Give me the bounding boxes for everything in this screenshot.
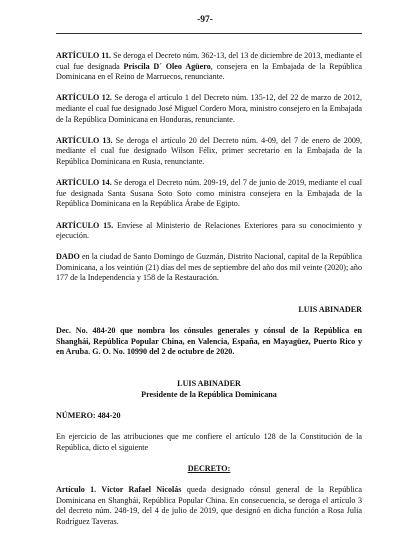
dado-paragraph	[56, 252, 362, 284]
article-label: Artículo 1.	[56, 484, 97, 494]
article-text: , consejera en la Embajada de la República Dominicana en el Reino de Marruecos, renunciante.	[56, 61, 362, 82]
article-text: Se deroga el artículo 1 del Decreto núm. 135-12, del 22 de marzo de 2012, mediante el cual fue designado José Miguel Cordero Mora, ministro consejero en la Embajada de la República Dominicana en Honduras, renunciante.	[56, 93, 363, 124]
article-1	[56, 485, 362, 527]
article-label: ARTÍCULO 11.	[56, 51, 112, 60]
person-name: Priscila D´ Oleo Agüero	[123, 61, 211, 71]
article-label: ARTÍCULO 13.	[56, 135, 113, 145]
decree-number: NÚMERO: 484-20	[56, 410, 121, 420]
page-number: -97-	[197, 15, 213, 25]
article-label: ARTÍCULO 12.	[56, 93, 112, 103]
article-text: Envíese al Ministerio de Relaciones Exteriores para su conocimiento y ejecución.	[56, 220, 362, 241]
article-14	[56, 178, 362, 210]
article-text: Se deroga el Decreto núm. 362-13, del 13 de diciembre de 2013, mediante el cual fue designada	[56, 51, 362, 71]
article-text: queda designado cónsul general de la República Dominicana en Shanghái, República Popular China. En consecuencia, se deroga el artículo 3 del decreto núm. 248-19, del 4 de julio de 2019, que designó en dicha función a Rosa Julia Rodríguez Taveras.	[56, 484, 362, 526]
preamble: En ejercicio de las atribuciones que me confiere el artículo 128 de la Constitución de la República, dicto el siguiente	[56, 432, 362, 452]
decree-title: Dec. No. 484-20 que nombra los cónsules generales y cónsul de la República en Shanghái, República Popular China, en Valencia, España, en Mayagüez, Puerto Rico y en Aruba. G. O. No. 10990 del 2 de octubre de 2020.	[56, 326, 362, 357]
dado-label: DADO	[56, 252, 80, 262]
article-13	[56, 136, 362, 168]
document-body	[56, 51, 362, 538]
article-11	[56, 51, 362, 83]
president-title: Presidente de la República Dominicana	[141, 389, 277, 399]
dado-text: en la ciudad de Santo Domingo de Guzmán, Distrito Nacional, capital de la República Dominicana, a los veintiún (21) días del mes de septiembre del año dos mil veinte (2020); año 177 de la Independencia y 158 de la Restauración.	[56, 252, 362, 283]
header-rule	[56, 33, 362, 34]
article-15	[56, 221, 362, 242]
signer: LUIS ABINADER	[298, 305, 362, 315]
article-text: Se deroga el Decreto núm. 209-19, del 7 de junio de 2019, mediante el cual fue designada Santa Susana Soto Soto como ministra consejera en la Embajada de la República Dominicana en la República Árabe de Egipto.	[56, 178, 362, 209]
person-name: Víctor Rafael Nicolás	[96, 484, 182, 494]
article-label: ARTÍCULO 14.	[56, 178, 112, 188]
article-12	[56, 93, 362, 125]
decreto-heading: DECRETO:	[187, 463, 231, 473]
president-name: LUIS ABINADER	[177, 379, 241, 389]
article-text: Se deroga el artículo 20 del Decreto núm. 4-09, del 7 de enero de 2009, mediante el cual fue designado Wilson Félix, primer secretario en la Embajada de la República Dominicana en Rusia, renunciante.	[56, 135, 362, 166]
article-label: ARTÍCULO 15.	[56, 220, 114, 230]
